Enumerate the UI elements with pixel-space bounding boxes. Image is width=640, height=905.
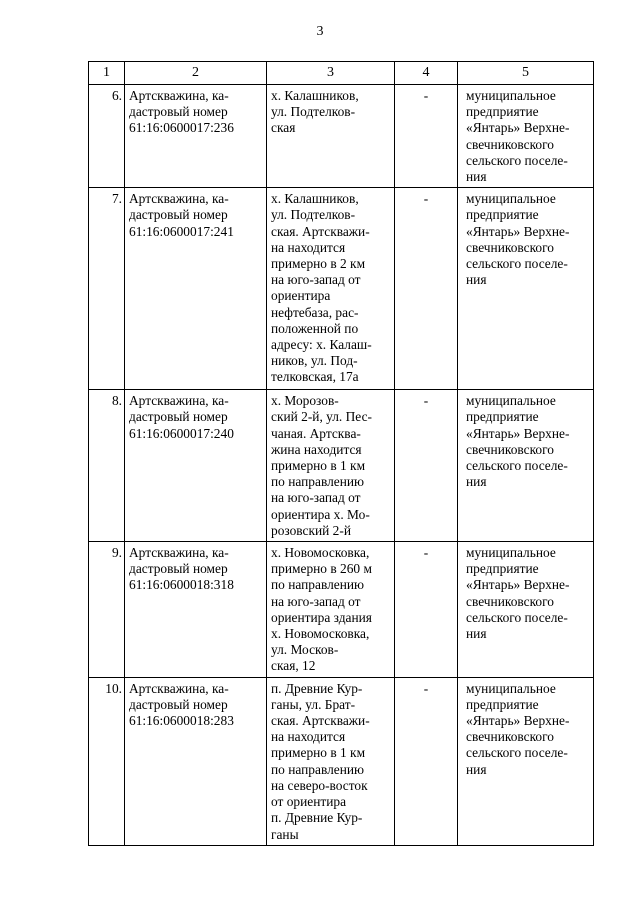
column-header-1: 1 xyxy=(89,62,125,85)
column-4-value: - xyxy=(395,390,458,542)
table-row xyxy=(89,677,594,845)
row-number: 10. xyxy=(89,677,125,845)
row-number: 6. xyxy=(89,85,125,188)
row-number: 8. xyxy=(89,390,125,542)
table-row xyxy=(89,85,594,188)
object-address: х. Калашников, ул. Подтелков- ская xyxy=(267,85,395,188)
column-header-2: 2 xyxy=(125,62,267,85)
table-header-row xyxy=(89,62,594,85)
owner-organization: муниципальное предприятие «Янтарь» Верхне- свечниковского сельского поселе- ния xyxy=(458,390,594,542)
table-row xyxy=(89,390,594,542)
owner-organization: муниципальное предприятие «Янтарь» Верхне- свечниковского сельского поселе- ния xyxy=(458,188,594,390)
column-4-value: - xyxy=(395,542,458,678)
object-description: Артскважина, ка- дастровый номер 61:16:0600017:241 xyxy=(125,188,267,390)
column-header-5: 5 xyxy=(458,62,594,85)
object-description: Артскважина, ка- дастровый номер 61:16:0600018:283 xyxy=(125,677,267,845)
object-description: Артскважина, ка- дастровый номер 61:16:0600018:318 xyxy=(125,542,267,678)
object-address: х. Калашников, ул. Подтелков- ская. Артскважи- на находится примерно в 2 км на юго-запад от ориентира нефтебаза, рас- положенной по адресу: х. Калаш- ников, ул. Под- телковская, 17а xyxy=(267,188,395,390)
column-header-4: 4 xyxy=(395,62,458,85)
page-number: 3 xyxy=(316,24,324,39)
row-number: 9. xyxy=(89,542,125,678)
column-4-value: - xyxy=(395,188,458,390)
object-address: х. Морозов- ский 2-й, ул. Пес- чаная. Артсква- жина находится примерно в 1 км по направлению на юго-запад от ориентира х. Мо- розовский 2-й xyxy=(267,390,395,542)
row-number: 7. xyxy=(89,188,125,390)
owner-organization: муниципальное предприятие «Янтарь» Верхне- свечниковского сельского поселе- ния xyxy=(458,542,594,678)
object-description: Артскважина, ка- дастровый номер 61:16:0600017:240 xyxy=(125,390,267,542)
owner-organization: муниципальное предприятие «Янтарь» Верхне- свечниковского сельского поселе- ния xyxy=(458,85,594,188)
registry-table xyxy=(88,61,594,846)
column-header-3: 3 xyxy=(267,62,395,85)
column-4-value: - xyxy=(395,85,458,188)
owner-organization: муниципальное предприятие «Янтарь» Верхне- свечниковского сельского поселе- ния xyxy=(458,677,594,845)
table-row xyxy=(89,188,594,390)
object-address: х. Новомосковка, примерно в 260 м по направлению на юго-запад от ориентира здания х. Новомосковка, ул. Москов- ская, 12 xyxy=(267,542,395,678)
column-4-value: - xyxy=(395,677,458,845)
table-row xyxy=(89,542,594,678)
object-description: Артскважина, ка- дастровый номер 61:16:0600017:236 xyxy=(125,85,267,188)
object-address: п. Древние Кур- ганы, ул. Брат- ская. Артскважи- на находится примерно в 1 км по направлению на северо-восток от ориентира п. Древние Кур- ганы xyxy=(267,677,395,845)
